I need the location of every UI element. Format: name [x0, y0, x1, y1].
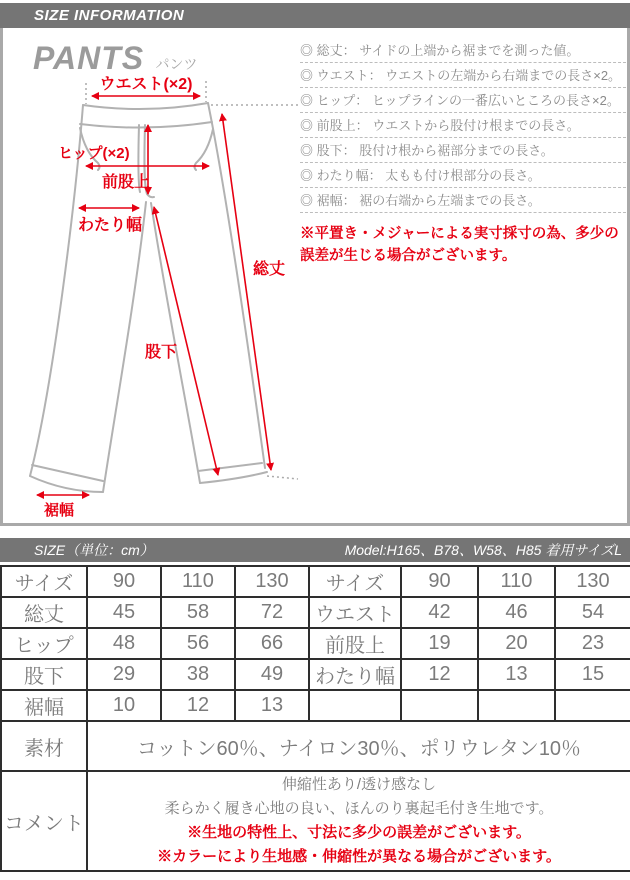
size-spec-table [0, 565, 630, 872]
hip-label: ヒップ(×2) [58, 145, 130, 162]
page-header-title: SIZE INFORMATION [34, 7, 185, 24]
size-cell: サイズ [309, 566, 401, 597]
size-cell: 110 [478, 566, 555, 597]
measurement-definition: ◎ 総丈： サイドの上端から裾までを測った値。 [300, 38, 626, 63]
comment-content [87, 771, 630, 871]
comment-line: ※カラーにより生地感・伸縮性が異なる場合がございます。 [157, 848, 561, 865]
total-length-label: 総丈 [253, 261, 286, 278]
size-cell: 90 [401, 566, 478, 597]
comment-line: 伸縮性あり/透け感なし [281, 776, 437, 793]
inseam-label: 股下 [145, 344, 178, 361]
size-cell: 110 [161, 566, 235, 597]
size-cell: 15 [555, 659, 630, 690]
size-cell: 13 [478, 659, 555, 690]
size-cell: 42 [401, 597, 478, 628]
hem-width-label: 裾幅 [44, 502, 75, 519]
definition-items [300, 38, 626, 213]
size-cell: 股下 [1, 659, 87, 690]
measurement-definition: ◎ わたり幅： 太もも付け根部分の長さ。 [300, 163, 626, 188]
size-cell: 130 [555, 566, 630, 597]
size-cell: 72 [235, 597, 309, 628]
size-cell: 12 [401, 659, 478, 690]
size-cell [309, 690, 401, 721]
size-cell: 前股上 [309, 628, 401, 659]
measurement-definitions-list [300, 38, 626, 268]
size-section-title: SIZE（単位：cm） [34, 542, 154, 558]
thigh-width-label: わたり幅 [78, 217, 143, 234]
measurement-definition: ◎ 前股上： ウエストから股付け根までの長さ。 [300, 113, 626, 138]
front-rise-label: 前股上 [102, 174, 151, 191]
waist-label: ウエスト(×2) [99, 76, 193, 93]
size-table-row [1, 659, 630, 690]
size-cell: 58 [161, 597, 235, 628]
comment-line: ※生地の特性上、寸法に多少の誤差がございます。 [187, 824, 531, 841]
material-row [1, 721, 630, 771]
comment-row [1, 771, 630, 871]
size-table-row [1, 597, 630, 628]
size-cell: 20 [478, 628, 555, 659]
measurement-definition: ◎ 股下： 股付け根から裾部分までの長さ。 [300, 138, 626, 163]
size-cell [555, 690, 630, 721]
measurement-disclaimer-note: ※平置き・メジャーによる実寸採寸の為、多少の誤差が生じる場合がございます。 [300, 226, 619, 264]
size-cell: 45 [87, 597, 161, 628]
size-cell: 49 [235, 659, 309, 690]
size-cell: 48 [87, 628, 161, 659]
size-cell: 総丈 [1, 597, 87, 628]
size-cell: 19 [401, 628, 478, 659]
size-cell: わたり幅 [309, 659, 401, 690]
size-cell: ウエスト [309, 597, 401, 628]
dotted-guide-lines [86, 81, 298, 479]
size-cell: 12 [161, 690, 235, 721]
size-cell: 66 [235, 628, 309, 659]
material-value: コットン60％、ナイロン30％、ポリウレタン10％ [87, 721, 630, 771]
model-info: Model:H165、B78、W58、H85 着用サイズL [344, 542, 622, 558]
comment-label: コメント [1, 771, 87, 871]
measurement-definition: ◎ ヒップ： ヒップラインの一番広いところの長さ×2。 [300, 88, 626, 113]
comment-line: 柔らかく履き心地の良い、ほんのり裏起毛付き生地です。 [164, 800, 554, 817]
size-table-row [1, 690, 630, 721]
size-cell: 56 [161, 628, 235, 659]
size-cell [478, 690, 555, 721]
size-cell: ヒップ [1, 628, 87, 659]
size-cell: 54 [555, 597, 630, 628]
product-title: PANTS [33, 40, 145, 76]
inseam-arrow [154, 207, 218, 475]
size-table-header-row [1, 566, 630, 597]
size-cell [401, 690, 478, 721]
page-header-bar [0, 3, 630, 28]
size-table-row [1, 628, 630, 659]
size-cell: 90 [87, 566, 161, 597]
measurement-guide-section [0, 28, 630, 526]
size-cell: 29 [87, 659, 161, 690]
size-cell: サイズ [1, 566, 87, 597]
total-length-arrow [222, 114, 271, 470]
size-cell: 46 [478, 597, 555, 628]
size-cell: 10 [87, 690, 161, 721]
size-section-bar [0, 538, 630, 562]
material-label: 素材 [1, 721, 87, 771]
measurement-definition: ◎ ウエスト： ウエストの左端から右端までの長さ×2。 [300, 63, 626, 88]
size-cell: 23 [555, 628, 630, 659]
size-cell: 13 [235, 690, 309, 721]
size-cell: 裾幅 [1, 690, 87, 721]
pants-measurement-diagram [15, 76, 300, 526]
size-cell: 130 [235, 566, 309, 597]
product-subtitle: パンツ [155, 56, 198, 72]
product-heading [33, 40, 198, 77]
size-cell: 38 [161, 659, 235, 690]
measurement-definition: ◎ 裾幅： 裾の右端から左端までの長さ。 [300, 188, 626, 213]
